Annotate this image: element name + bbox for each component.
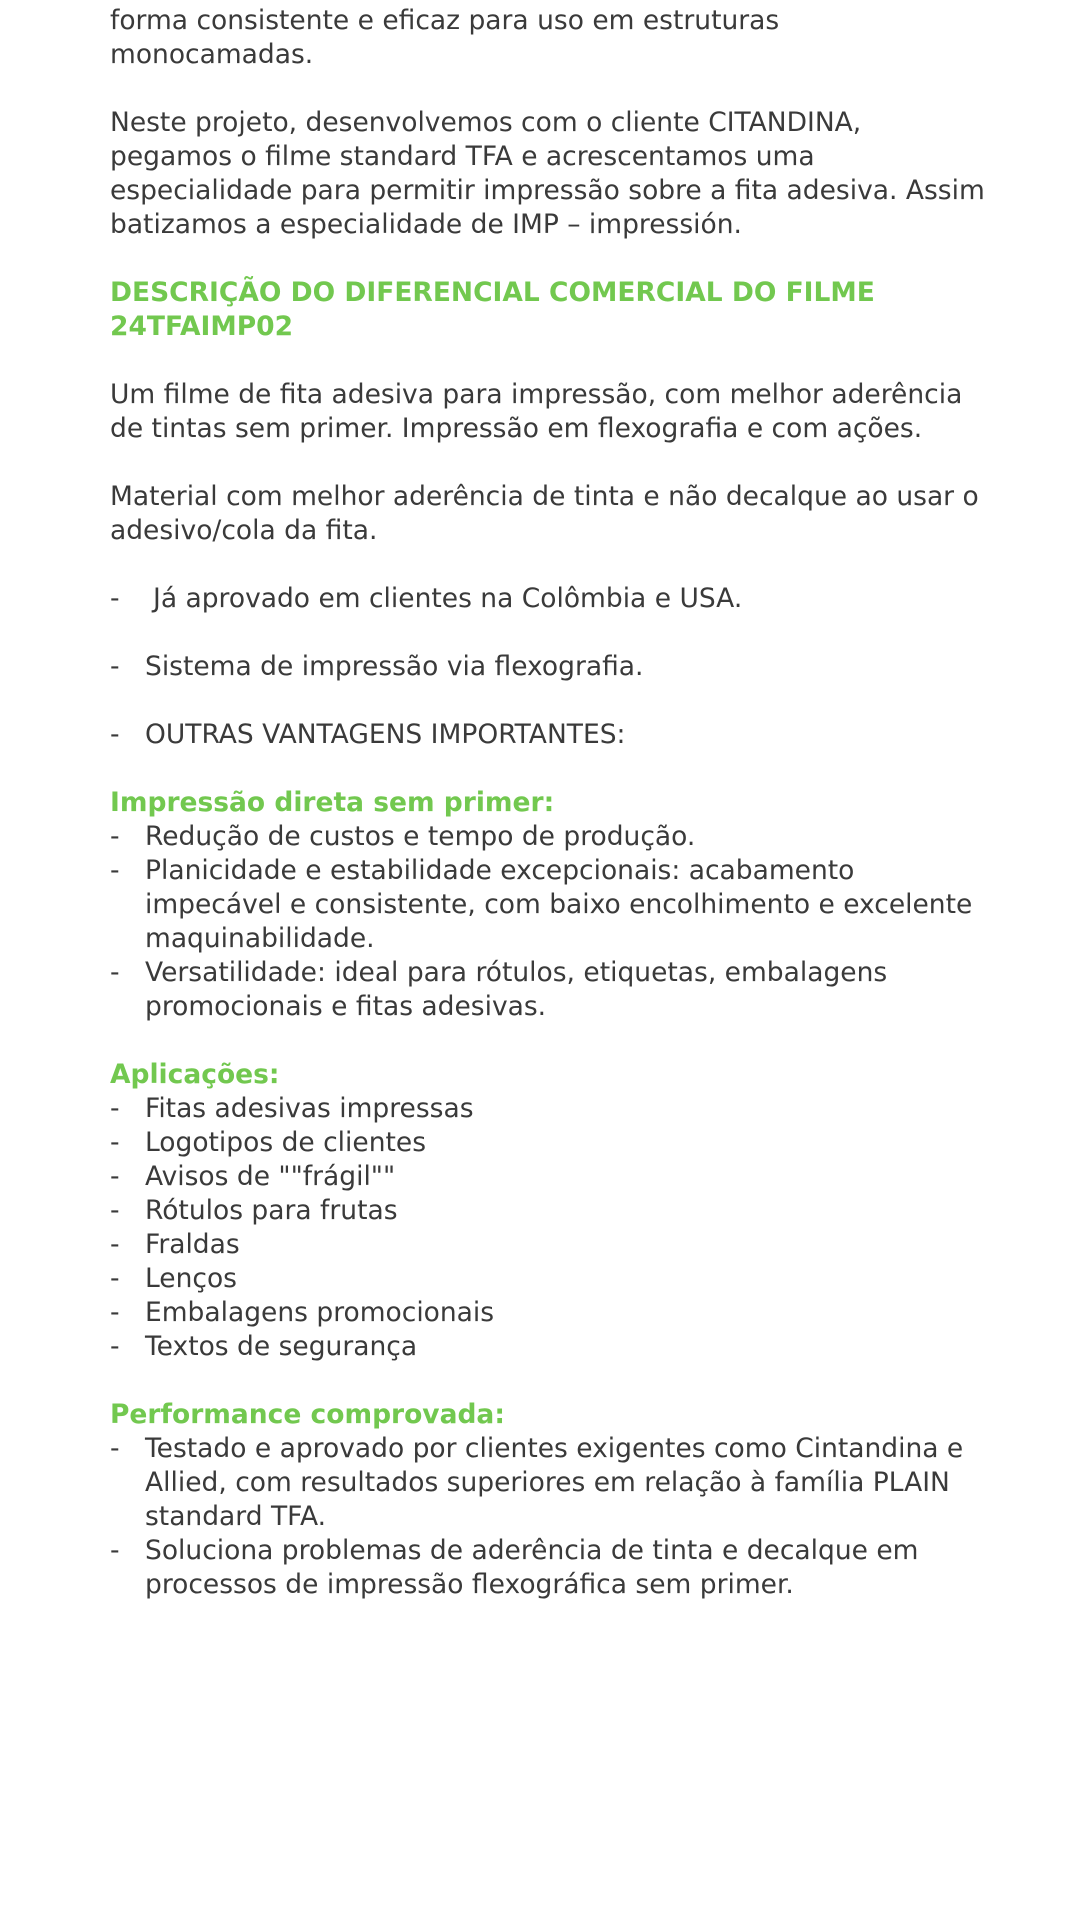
list-item — [110, 1228, 990, 1262]
performance-heading: Performance comprovada: — [110, 1399, 505, 1430]
list-item-text: Rótulos para frutas — [145, 1195, 398, 1226]
bullet-dash: - — [110, 1331, 120, 1362]
document-body — [110, 106, 990, 1602]
highlight-text: Sistema de impressão via flexografia. — [145, 651, 644, 682]
bullet-dash: - — [110, 1297, 120, 1328]
bullet-dash: - — [110, 1093, 120, 1124]
list-item-text: Fitas adesivas impressas — [145, 1093, 474, 1124]
list-item — [110, 854, 990, 956]
list-item — [110, 1534, 990, 1602]
list-item-text: Testado e aprovado por clientes exigentes como Cintandina e Allied, com resultados superiores em relação à família PLAIN standard TFA. — [145, 1433, 964, 1532]
list-item — [110, 956, 990, 1024]
bullet-dash: - — [110, 1127, 120, 1158]
project-paragraph: Neste projeto, desenvolvemos com o cliente CITANDINA, pegamos o filme standard TFA e acrescentamos uma especialidade para permitir impressão sobre a fita adesiva. Assim batizamos a especialidade de IMP – impressión. — [110, 107, 985, 240]
bullet-dash: - — [110, 1263, 120, 1294]
differential-heading: DESCRIÇÃO DO DIFERENCIAL COMERCIAL DO FILME 24TFAIMP02 — [110, 277, 875, 342]
list-item — [110, 820, 990, 854]
bullet-dash: - — [110, 1433, 120, 1464]
spacer — [110, 1364, 990, 1398]
highlight-item — [110, 650, 990, 684]
list-item-text: Soluciona problemas de aderência de tinta e decalque em processos de impressão flexográfica sem primer. — [145, 1535, 919, 1600]
bullet-dash: - — [110, 821, 120, 852]
list-item — [110, 1160, 990, 1194]
list-item — [110, 1262, 990, 1296]
list-item-text: Lenços — [145, 1263, 237, 1294]
highlight-text: Já aprovado em clientes na Colômbia e USA. — [153, 583, 743, 614]
list-item — [110, 1126, 990, 1160]
bullet-dash: - — [110, 719, 120, 750]
bullet-dash: - — [110, 1161, 120, 1192]
list-item-text: Textos de segurança — [145, 1331, 418, 1362]
list-item — [110, 1092, 990, 1126]
bullet-dash: - — [110, 957, 120, 988]
list-item-text: Embalagens promocionais — [145, 1297, 495, 1328]
list-item-text: Fraldas — [145, 1229, 240, 1260]
direct-print-heading: Impressão direta sem primer: — [110, 787, 555, 818]
highlight-item — [110, 718, 990, 752]
list-item — [110, 1194, 990, 1228]
spacer — [110, 1024, 990, 1058]
bullet-dash: - — [110, 855, 120, 886]
list-item — [110, 1432, 990, 1534]
bullet-dash: - — [110, 651, 120, 682]
material-paragraph: Material com melhor aderência de tinta e não decalque ao usar o adesivo/cola da fita. — [110, 481, 979, 546]
list-item-text: Redução de custos e tempo de produção. — [145, 821, 696, 852]
bullet-dash: - — [110, 583, 120, 614]
bullet-dash: - — [110, 1535, 120, 1566]
list-item-text: Avisos de ""frágil"" — [145, 1161, 396, 1192]
applications-heading: Aplicações: — [110, 1059, 280, 1090]
list-item-text: Planicidade e estabilidade excepcionais: acabamento impecável e consistente, com baixo encolhimento e excelente maquinabilidade. — [145, 855, 973, 954]
highlight-text: OUTRAS VANTAGENS IMPORTANTES: — [145, 719, 626, 750]
list-item-text: Logotipos de clientes — [145, 1127, 427, 1158]
film-paragraph: Um filme de fita adesiva para impressão, com melhor aderência de tintas sem primer. Impressão em flexografia e com ações. — [110, 379, 963, 444]
bullet-dash: - — [110, 1195, 120, 1226]
highlight-item — [110, 582, 990, 616]
intro-tail-text: forma consistente e eficaz para uso em estruturas monocamadas. — [110, 5, 780, 70]
list-item — [110, 1296, 990, 1330]
bullet-dash: - — [110, 1229, 120, 1260]
list-item-text: Versatilidade: ideal para rótulos, etiquetas, embalagens promocionais e fitas adesivas. — [145, 957, 888, 1022]
list-item — [110, 1330, 990, 1364]
